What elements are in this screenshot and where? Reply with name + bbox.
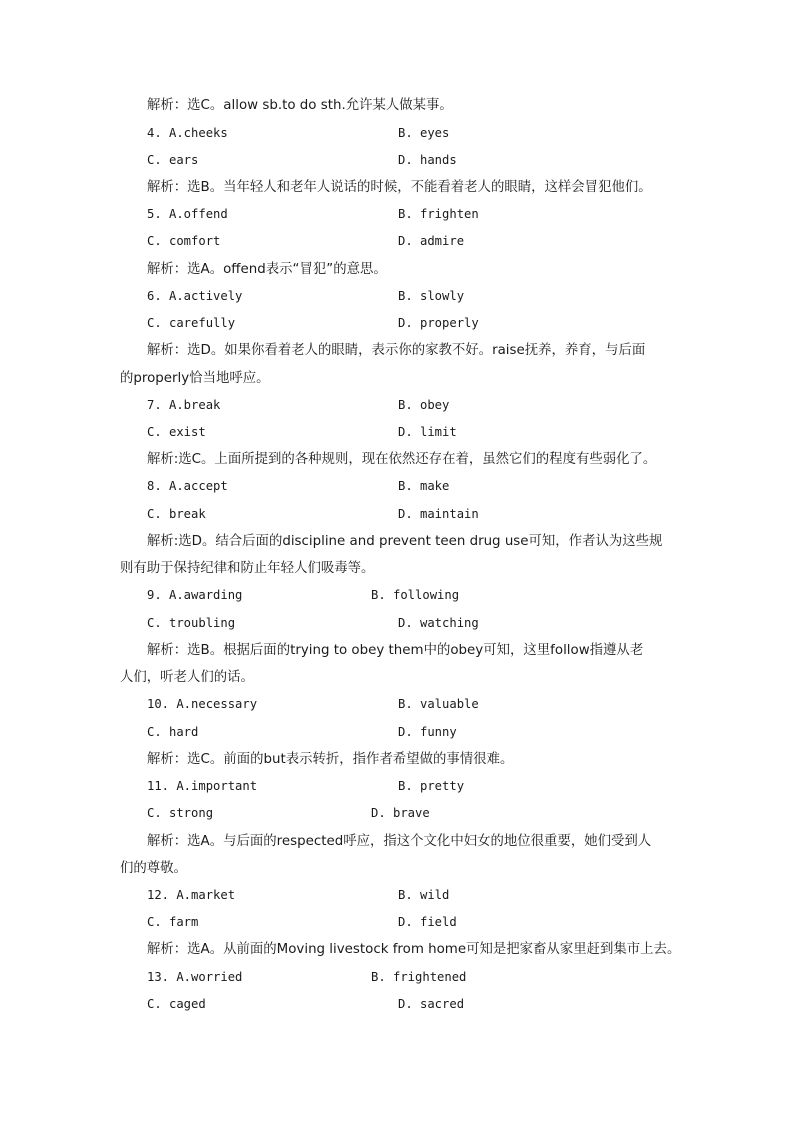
option-q11-d: D. brave: [371, 806, 430, 820]
explanation-q8-line2: 则有助于保持纪律和防止年轻人们吸毒等。: [120, 561, 375, 576]
option-q9-c: C. troubling: [147, 616, 236, 630]
option-q12-d: D. field: [398, 915, 457, 929]
option-q8-c: C. break: [147, 507, 206, 521]
option-q11-c: C. strong: [147, 806, 214, 820]
explanation-q12: 解析：选A。从前面的Moving livestock from home可知是把家畜从家里赶到集市上去。: [147, 942, 681, 957]
option-q4-a: 4. A.cheeks: [147, 126, 228, 140]
option-q10-b: B. valuable: [398, 697, 479, 711]
option-q8-b: B. make: [398, 479, 450, 493]
option-q10-d: D. funny: [398, 725, 457, 739]
option-q4-c: C. ears: [147, 153, 199, 167]
option-q13-d: D. sacred: [398, 997, 465, 1011]
option-q8-d: D. maintain: [398, 507, 479, 521]
option-q8-a: 8. A.accept: [147, 479, 228, 493]
option-q4-b: B. eyes: [398, 126, 450, 140]
explanation-q11-line1: 解析：选A。与后面的respected呼应，指这个文化中妇女的地位很重要，她们受到人: [147, 834, 652, 849]
option-q13-c: C. caged: [147, 997, 206, 1011]
explanation-q10: 解析：选C。前面的but表示转折，指作者希望做的事情很难。: [147, 752, 514, 767]
explanation-q4: 解析：选B。当年轻人和老年人说话的时候，不能看着老人的眼睛，这样会冒犯他们。: [147, 180, 652, 195]
option-q12-a: 12. A.market: [147, 888, 236, 902]
explanation-q6-line1: 解析：选D。如果你看着老人的眼睛，表示你的家教不好。raise抚养，养育，与后面: [147, 343, 646, 358]
option-q10-a: 10. A.necessary: [147, 697, 258, 711]
explanation-q8-line1: 解析:选D。结合后面的discipline and prevent teen drug use可知，作者认为这些规: [147, 534, 663, 549]
option-q12-c: C. farm: [147, 915, 199, 929]
explanation-q9-line1: 解析：选B。根据后面的trying to obey them中的obey可知，这里follow指遵从老: [147, 643, 644, 658]
option-q5-c: C. comfort: [147, 234, 221, 248]
option-q11-b: B. pretty: [398, 779, 465, 793]
option-q13-a: 13. A.worried: [147, 970, 243, 984]
explanation-q11-line2: 们的尊敬。: [120, 861, 187, 876]
option-q13-b: B. frightened: [371, 970, 467, 984]
option-q6-a: 6. A.actively: [147, 289, 243, 303]
option-q5-d: D. admire: [398, 234, 465, 248]
option-q7-b: B. obey: [398, 398, 450, 412]
explanation-q6-line2: 的properly恰当地呼应。: [120, 371, 270, 386]
option-q5-a: 5. A.offend: [147, 207, 228, 221]
option-q6-b: B. slowly: [398, 289, 465, 303]
option-q9-d: D. watching: [398, 616, 479, 630]
option-q7-a: 7. A.break: [147, 398, 221, 412]
option-q6-d: D. properly: [398, 316, 479, 330]
explanation-q5: 解析：选A。offend表示“冒犯”的意思。: [147, 262, 387, 277]
option-q4-d: D. hands: [398, 153, 457, 167]
option-q9-a: 9. A.awarding: [147, 588, 243, 602]
option-q5-b: B. frighten: [398, 207, 479, 221]
option-q7-d: D. limit: [398, 425, 457, 439]
option-q12-b: B. wild: [398, 888, 450, 902]
option-q7-c: C. exist: [147, 425, 206, 439]
explanation-q7: 解析:选C。上面所提到的各种规则，现在依然还存在着，虽然它们的程度有些弱化了。: [147, 452, 657, 467]
explanation-q3: 解析：选C。allow sb.to do sth.允许某人做某事。: [147, 98, 453, 113]
option-q6-c: C. carefully: [147, 316, 236, 330]
option-q10-c: C. hard: [147, 725, 199, 739]
explanation-q9-line2: 人们，听老人们的话。: [120, 670, 254, 685]
option-q9-b: B. following: [371, 588, 460, 602]
option-q11-a: 11. A.important: [147, 779, 258, 793]
